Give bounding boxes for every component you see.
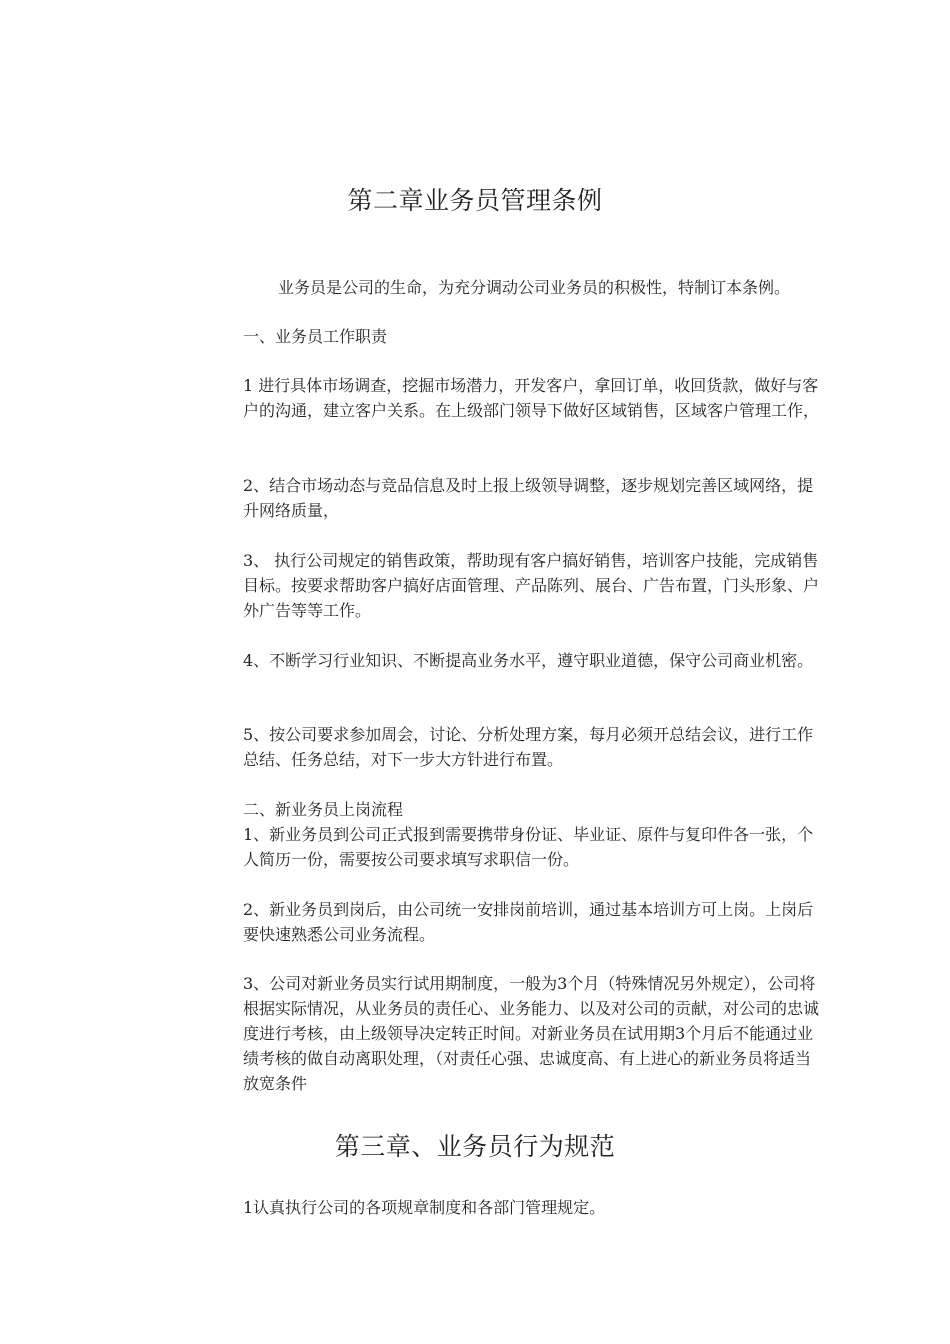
section-2-item-3: 3、公司对新业务员实行试用期制度，一般为3个月（特殊情况另外规定），公司将根据实际情况，从业务员的责任心、业务能力、以及对公司的贡献，对公司的忠诚度进行考核，由上级领导决定转正时间。对新业务员在试用期3个月后不能通过业绩考核的做自动离职处理，（对责任心强、忠诚度高、有上进心的新业务员将适当放宽条件 xyxy=(243,974,820,1093)
section-2-item-2: 2、新业务员到岗后，由公司统一安排岗前培训，通过基本培训方可上岗。上岗后要快速熟悉公司业务流程。 xyxy=(243,900,814,944)
section-2-item-1: 1、新业务员到公司正式报到需要携带身份证、毕业证、原件与复印件各一张，个人简历一份，需要按公司要求填写求职信一份。 xyxy=(243,825,814,869)
chapter-2-title: 第二章业务员管理条例 xyxy=(347,186,603,215)
chapter-2-intro: 业务员是公司的生命，为充分调动公司业务员的积极性，特制订本条例。 xyxy=(278,278,791,297)
chapter-3-item-1: 1认真执行公司的各项规章制度和各部门管理规定。 xyxy=(243,1198,606,1217)
section-1-item-3: 3、 执行公司规定的销售政策，帮助现有客户搞好销售，培训客户技能，完成销售目标。按要求帮助客户搞好店面管理、产品陈列、展台、广告布置，门头形象、户外广告等等工作。 xyxy=(243,551,820,620)
section-1-item-2: 2、结合市场动态与竞品信息及时上报上级领导调整，逐步规划完善区域网络，提升网络质量， xyxy=(243,476,814,520)
section-1-item-4: 4、不断学习行业知识、不断提高业务水平，遵守职业道德，保守公司商业机密。 xyxy=(243,651,814,670)
section-1-item-1: 1 进行具体市场调查，挖掘市场潜力，开发客户，拿回订单，收回货款，做好与客户的沟通，建立客户关系。在上级部门领导下做好区域销售，区域客户管理工作， xyxy=(243,376,820,420)
section-1-heading: 一、业务员工作职责 xyxy=(243,327,388,346)
section-2-heading: 二、新业务员上岗流程 xyxy=(243,800,404,819)
chapter-3-title: 第三章、业务员行为规范 xyxy=(334,1132,616,1161)
section-1-item-5: 5、按公司要求参加周会，讨论、分析处理方案，每月必须开总结会议，进行工作总结、任务总结，对下一步大方针进行布置。 xyxy=(243,725,814,769)
